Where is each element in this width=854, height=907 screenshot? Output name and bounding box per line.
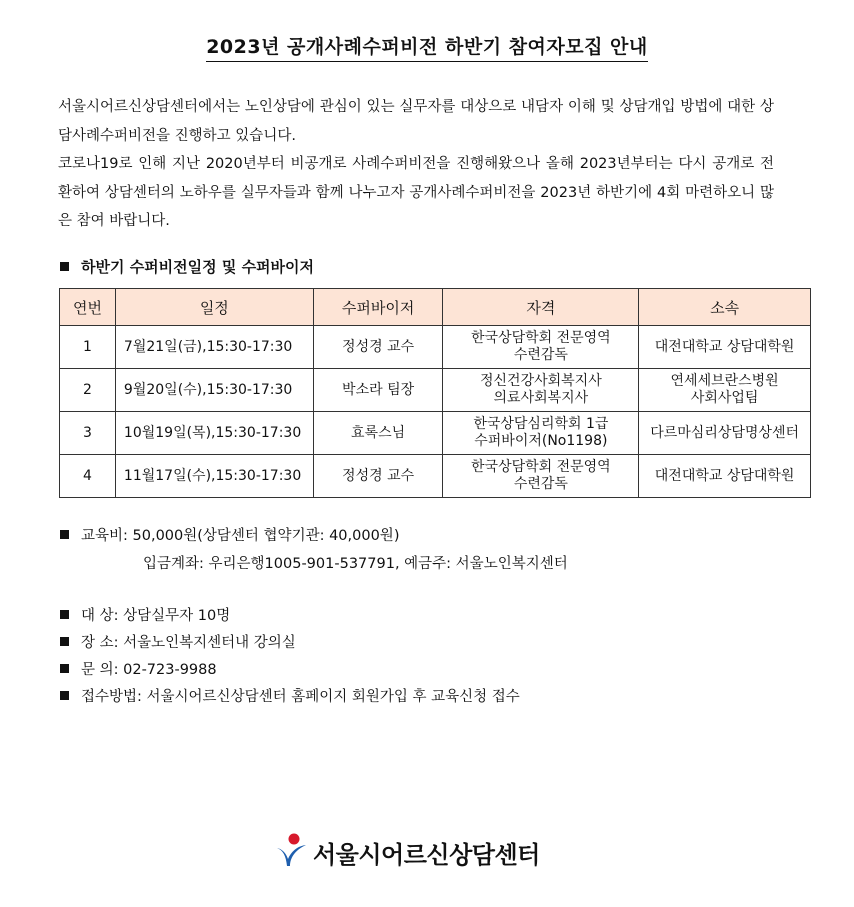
row-qualification: 정신건강사회복지사 의료사회복지사 — [443, 369, 639, 412]
row-supervisor: 박소라 팀장 — [313, 369, 443, 412]
header-supervisor: 수퍼바이저 — [313, 289, 443, 326]
row-no: 4 — [60, 455, 116, 498]
square-bullet-icon — [60, 530, 69, 539]
table-row — [60, 412, 811, 455]
row-date: 11월17일(수),15:30-17:30 — [115, 455, 313, 498]
square-bullet-icon — [60, 691, 69, 700]
account-line: 입금계좌: 우리은행1005-901-537791, 예금주: 서울노인복지센터 — [143, 556, 568, 572]
header-organization: 소속 — [639, 289, 811, 326]
schedule-table — [59, 288, 811, 498]
header-qualification: 자격 — [443, 289, 639, 326]
section-heading: 하반기 수퍼비전일정 및 수퍼바이저 — [60, 256, 314, 277]
row-organization: 대전대학교 상담대학원 — [639, 455, 811, 498]
intro-paragraph-1: 서울시어르신상담센터에서는 노인상담에 관심이 있는 실무자를 대상으로 내담자 이해 및 상담개입 방법에 대한 상담사례수퍼비전을 진행하고 있습니다. — [58, 99, 774, 144]
location-line: 장 소: 서울노인복지센터내 강의실 — [60, 631, 296, 652]
intro-paragraph-2: 코로나19로 인해 지난 2020년부터 비공개로 사례수퍼비전을 진행해왔으나 올해 2023년부터는 다시 공개로 전환하여 상담센터의 노하우를 실무자들과 함께 나누고자 공개사례수퍼비전을 2023년 하반기에 4회 마련하오니 많은 참여 바랍니다. — [58, 156, 774, 229]
table-header-row — [60, 289, 811, 326]
row-no: 2 — [60, 369, 116, 412]
square-bullet-icon — [60, 637, 69, 646]
page-title: 2023년 공개사례수퍼비전 하반기 참여자모집 안내 — [0, 32, 854, 59]
row-date: 7월21일(금),15:30-17:30 — [115, 326, 313, 369]
table-row — [60, 326, 811, 369]
row-supervisor: 정성경 교수 — [313, 455, 443, 498]
row-organization: 대전대학교 상담대학원 — [639, 326, 811, 369]
row-qualification: 한국상담심리학회 1급 수퍼바이저(No1198) — [443, 412, 639, 455]
application-line: 접수방법: 서울시어르신상담센터 홈페이지 회원가입 후 교육신청 접수 — [60, 685, 520, 706]
row-qualification: 한국상담학회 전문영역 수련감독 — [443, 455, 639, 498]
row-date: 10월19일(목),15:30-17:30 — [115, 412, 313, 455]
table-row — [60, 455, 811, 498]
row-supervisor: 정성경 교수 — [313, 326, 443, 369]
row-date: 9월20일(수),15:30-17:30 — [115, 369, 313, 412]
fee-line: 교육비: 50,000원(상담센터 협약기관: 40,000원) — [60, 524, 399, 545]
table-row — [60, 369, 811, 412]
header-date: 일정 — [115, 289, 313, 326]
square-bullet-icon — [60, 664, 69, 673]
logo-mark-icon — [275, 832, 309, 872]
intro-text — [58, 93, 774, 236]
row-organization: 다르마심리상담명상센터 — [639, 412, 811, 455]
logo-text: 서울시어르신상담센터 — [313, 840, 540, 869]
row-organization: 연세세브란스병원 사회사업팀 — [639, 369, 811, 412]
row-supervisor: 효록스님 — [313, 412, 443, 455]
center-logo — [275, 830, 540, 874]
contact-line: 문 의: 02-723-9988 — [60, 658, 217, 679]
row-no: 3 — [60, 412, 116, 455]
row-qualification: 한국상담학회 전문영역 수련감독 — [443, 326, 639, 369]
row-no: 1 — [60, 326, 116, 369]
header-no: 연번 — [60, 289, 116, 326]
target-line: 대 상: 상담실무자 10명 — [60, 604, 230, 625]
square-bullet-icon — [60, 262, 69, 271]
square-bullet-icon — [60, 610, 69, 619]
